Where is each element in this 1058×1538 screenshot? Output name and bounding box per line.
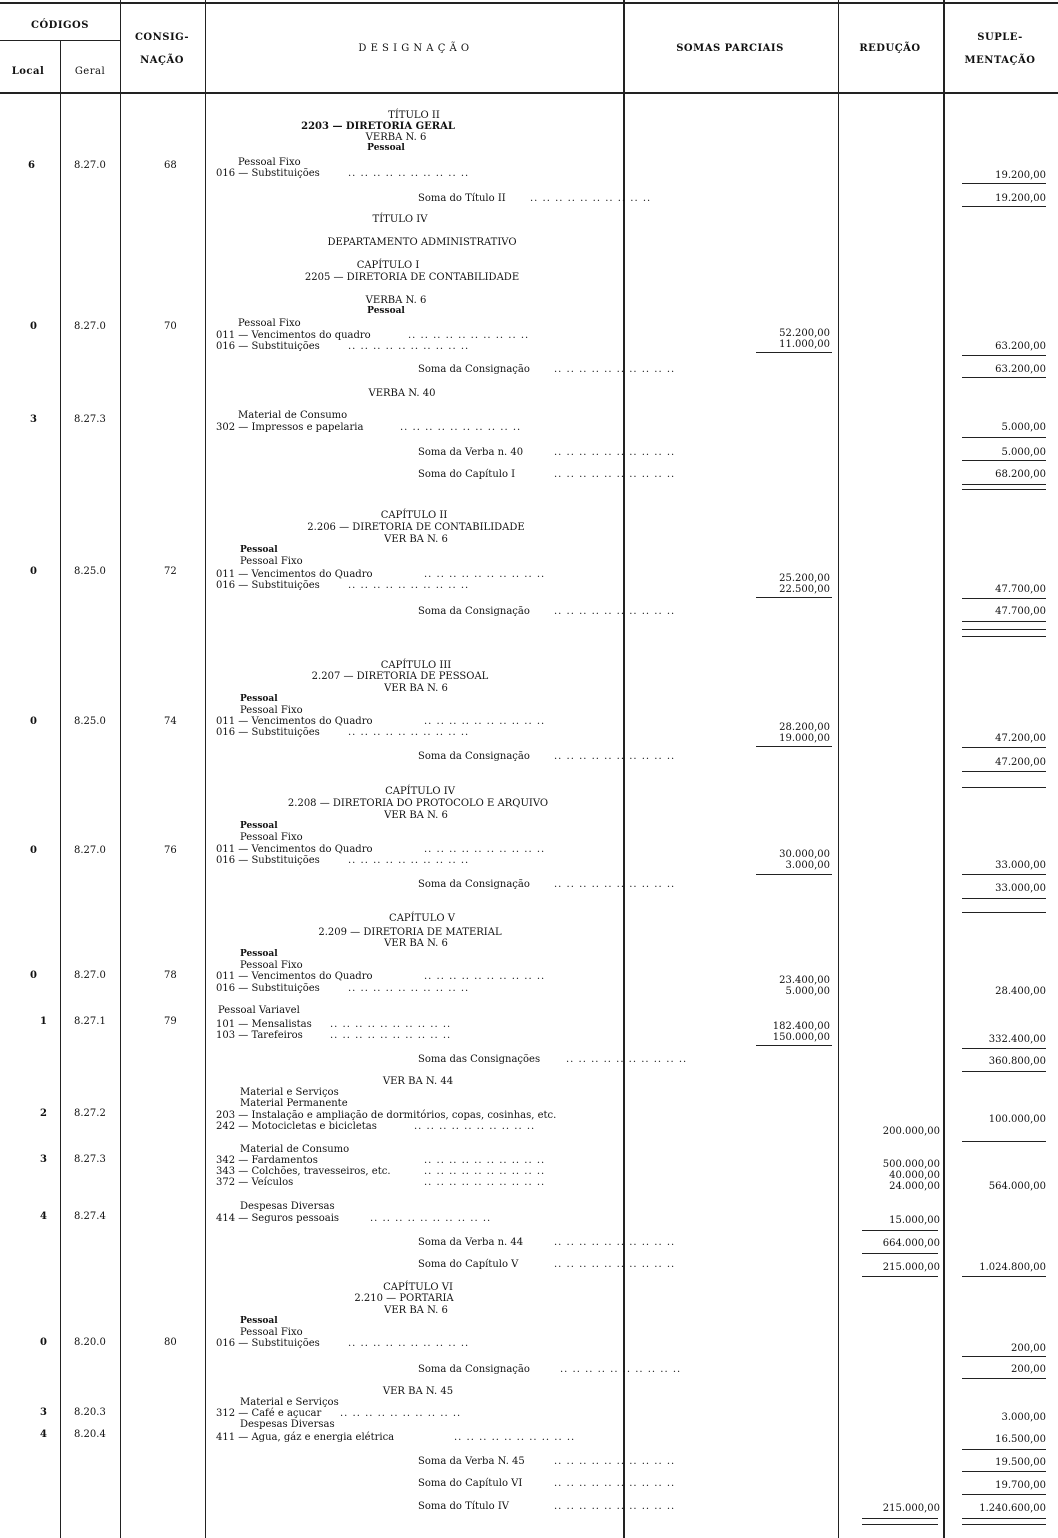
consig-code: 76 (164, 845, 177, 856)
sum-rule (962, 1449, 1046, 1450)
dot-leader: .. .. .. .. .. .. .. .. .. .. (330, 1019, 452, 1030)
item-label: 414 — Seguros pessoais (216, 1213, 340, 1224)
local-code: 3 (30, 414, 37, 425)
capitulo-iii: CAPÍTULO III (380, 660, 452, 671)
dot-leader: .. .. .. .. .. .. .. .. .. .. (424, 971, 546, 982)
geral-code: 8.27.2 (74, 1108, 106, 1119)
group-label: Material de Consumo (240, 1144, 350, 1155)
suple-value: 33.000,00 (995, 860, 1046, 871)
soma-value: 47.200,00 (995, 757, 1046, 768)
item-label: 312 — Café e açucar (216, 1408, 322, 1419)
item-label: 103 — Tarefeiros (216, 1030, 303, 1041)
sum-rule (962, 1356, 1046, 1357)
pessoal-a: Pessoal (367, 143, 405, 153)
suple-value: 5.000,00 (1001, 422, 1046, 433)
local-code: 0 (30, 970, 37, 981)
dot-leader: .. .. .. .. .. .. .. .. .. .. (408, 330, 530, 341)
dot-leader: .. .. .. .. .. .. .. .. .. .. (560, 1364, 682, 1375)
item-label: 011 — Vencimentos do Quadro (216, 971, 373, 982)
dot-leader: .. .. .. .. .. .. .. .. .. .. (454, 1432, 576, 1443)
item-label: 016 — Substituições (216, 1338, 320, 1349)
sum-rule (962, 1071, 1046, 1072)
local-code: 4 (40, 1211, 47, 1222)
geral-code: 8.27.0 (74, 970, 106, 981)
item-label: 242 — Motocicletas e bicicletas (216, 1121, 377, 1132)
dot-leader: .. .. .. .. .. .. .. .. .. .. (554, 606, 676, 617)
suple-value: 200,00 (1011, 1343, 1046, 1354)
sum-rule (962, 1141, 1046, 1142)
col-divider-consig (205, 0, 206, 1538)
local-code: 4 (40, 1429, 47, 1440)
sum-rule (962, 1048, 1046, 1049)
capitulo-iv: CAPÍTULO IV (385, 786, 455, 797)
local-code: 3 (40, 1407, 47, 1418)
soma-label: Soma do Capítulo VI (418, 1478, 523, 1489)
group-label: Pessoal Fixo (240, 832, 303, 843)
consig-code: 72 (164, 566, 177, 577)
soma-value: 19.500,00 (995, 1457, 1046, 1468)
dot-leader: .. .. .. .. .. .. .. .. .. .. (348, 727, 470, 738)
diretoria-portaria: 2.210 — PORTARIA (354, 1293, 454, 1304)
verba-6-b: VERBA N. 6 (365, 295, 427, 306)
partial-value: 22.500,00 (779, 584, 830, 595)
item-label: 011 — Vencimentos do Quadro (216, 844, 373, 855)
sum-rule (962, 460, 1046, 461)
sum-rule (962, 437, 1046, 438)
verba-6-c: VER BA N. 6 (384, 534, 448, 545)
dot-leader: .. .. .. .. .. .. .. .. .. .. (424, 844, 546, 855)
pessoal-d: Pessoal (240, 694, 278, 704)
group-label: Despesas Diversas (240, 1201, 335, 1212)
partial-value: 30.000,00 (779, 849, 830, 860)
soma-label: Soma da Consignação (418, 879, 530, 890)
reducao-value: 40.000,00 (889, 1170, 940, 1181)
partial-value: 11.000,00 (779, 339, 830, 350)
soma-label: Soma da Consignação (418, 364, 530, 375)
consig-code: 78 (164, 970, 177, 981)
item-label: 016 — Substituições (216, 727, 320, 738)
geral-code: 8.25.0 (74, 566, 106, 577)
reducao-value: 200.000,00 (882, 1126, 940, 1137)
col-divider-reducao (943, 0, 945, 1538)
reducao-value: 500.000,00 (882, 1159, 940, 1170)
sum-rule (962, 747, 1046, 748)
geral-code: 8.27.0 (74, 845, 106, 856)
diretoria-contabilidade-2: 2.206 — DIRETORIA DE CONTABILIDADE (307, 522, 525, 533)
pessoal-g: Pessoal (240, 1316, 278, 1326)
group-label: Material e Serviços (240, 1397, 339, 1408)
dot-leader: .. .. .. .. .. .. .. .. .. .. (424, 716, 546, 727)
group-label: Material Permanente (240, 1098, 348, 1109)
pessoal-e: Pessoal (240, 821, 278, 831)
dot-leader: .. .. .. .. .. .. .. .. .. .. (340, 1408, 462, 1419)
geral-code: 8.27.1 (74, 1016, 106, 1027)
soma-label: Soma das Consignações (418, 1054, 541, 1065)
geral-code: 8.27.4 (74, 1211, 106, 1222)
local-code: 0 (40, 1337, 47, 1348)
soma-label: Soma do Título IV (418, 1501, 509, 1512)
dot-leader: .. .. .. .. .. .. .. .. .. .. (414, 1121, 536, 1132)
soma-value: 360.800,00 (988, 1056, 1046, 1067)
geral-code: 8.27.3 (74, 414, 106, 425)
pessoal-f: Pessoal (240, 949, 278, 959)
diretoria-pessoal: 2.207 — DIRETORIA DE PESSOAL (311, 671, 489, 682)
partial-rule (756, 874, 832, 875)
dot-leader: .. .. .. .. .. .. .. .. .. .. (348, 983, 470, 994)
reducao-value: 664.000,00 (882, 1238, 940, 1249)
reducao-rule (862, 1518, 938, 1519)
soma-value: 200,00 (1011, 1364, 1046, 1375)
geral-code: 8.27.0 (74, 160, 106, 171)
item-label: 101 — Mensalistas (216, 1019, 312, 1030)
header-geral: Geral (74, 66, 106, 77)
local-code: 6 (28, 160, 35, 171)
geral-code: 8.20.3 (74, 1407, 106, 1418)
sum-rule (962, 1378, 1046, 1379)
consig-code: 70 (164, 321, 177, 332)
dot-leader: .. .. .. .. .. .. .. .. .. .. (554, 469, 676, 480)
item-label: 016 — Substituições (216, 168, 320, 179)
soma-titulo-ii-label: Soma do Título II (418, 193, 506, 204)
item-label: 016 — Substituições (216, 341, 320, 352)
geral-code: 8.27.3 (74, 1154, 106, 1165)
suple-value: 332.400,00 (988, 1034, 1046, 1045)
titulo-ii: TÍTULO II (388, 110, 440, 121)
dot-leader: .. .. .. .. .. .. .. .. .. .. (348, 168, 470, 179)
dot-leader: .. .. .. .. .. .. .. .. .. .. (400, 422, 522, 433)
local-code: 0 (30, 716, 37, 727)
soma-label: Soma da Consignação (418, 1364, 530, 1375)
group-label: Pessoal Fixo (240, 1327, 303, 1338)
item-label: 203 — Instalação e ampliação de dormitórios, copas, cosinhas, etc. (216, 1110, 557, 1121)
partial-value: 3.000,00 (785, 860, 830, 871)
dot-leader: .. .. .. .. .. .. .. .. .. .. (566, 1054, 688, 1065)
soma-label: Soma da Consignação (418, 751, 530, 762)
soma-value: 33.000,00 (995, 883, 1046, 894)
header-suple: SUPLE- (977, 32, 1023, 43)
sum-rule (962, 1494, 1046, 1495)
partial-rule (756, 352, 832, 353)
header-consig: CONSIG- (134, 32, 190, 43)
soma-value: 1.024.800,00 (979, 1262, 1046, 1273)
sum-rule (962, 636, 1046, 637)
header-somas-parciais: SOMAS PARCIAIS (676, 43, 784, 54)
dot-leader: .. .. .. .. .. .. .. .. .. .. (424, 1177, 546, 1188)
soma-label: Soma da Consignação (418, 606, 530, 617)
header-bottom-rule (0, 92, 1058, 94)
consig-code: 79 (164, 1016, 177, 1027)
partial-value: 150.000,00 (772, 1032, 830, 1043)
dot-leader: .. .. .. .. .. .. .. .. .. .. (554, 1456, 676, 1467)
verba-45: VER BA N. 45 (382, 1386, 454, 1397)
sum-rule (962, 484, 1046, 485)
item-label: 343 — Colchões, travesseiros, etc. (216, 1166, 391, 1177)
suple-value: 47.700,00 (995, 584, 1046, 595)
dot-leader: .. .. .. .. .. .. .. .. .. .. (554, 1478, 676, 1489)
soma-label: Soma da Verba N. 45 (418, 1456, 525, 1467)
soma-value: 19.700,00 (995, 1480, 1046, 1491)
group-label: Pessoal Fixo (240, 556, 303, 567)
item-label: 302 — Impressos e papelaria (216, 422, 364, 433)
reducao-value: 215.000,00 (882, 1503, 940, 1514)
dot-leader: .. .. .. .. .. .. .. .. .. .. (530, 193, 652, 204)
diretoria-geral: 2203 — DIRETORIA GERAL (301, 121, 455, 132)
col-divider-local (60, 40, 61, 1538)
item-label: 342 — Fardamentos (216, 1155, 318, 1166)
partial-rule (756, 746, 832, 747)
suple-value: 63.200,00 (995, 341, 1046, 352)
sum-rule (962, 183, 1046, 184)
dot-leader: .. .. .. .. .. .. .. .. .. .. (424, 569, 546, 580)
diretoria-contabilidade: 2205 — DIRETORIA DE CONTABILIDADE (304, 272, 520, 283)
geral-code: 8.20.0 (74, 1337, 106, 1348)
suple-value: 19.200,00 (995, 170, 1046, 181)
verba-6-d: VER BA N. 6 (384, 683, 448, 694)
group-label: Despesas Diversas (240, 1419, 335, 1430)
reducao-rule (862, 1253, 938, 1254)
soma-label: Soma do Capítulo I (418, 469, 516, 480)
soma-label: Soma da Verba n. 44 (418, 1237, 524, 1248)
col-divider-designacao (623, 0, 625, 1538)
reducao-value: 215.000,00 (882, 1262, 940, 1273)
reducao-value: 15.000,00 (889, 1215, 940, 1226)
local-code: 0 (30, 321, 37, 332)
soma-value: 1.240.600,00 (979, 1503, 1046, 1514)
pessoal-b: Pessoal (367, 306, 405, 316)
sum-rule (962, 1518, 1046, 1519)
group-label: Pessoal Fixo (240, 960, 303, 971)
verba-6-g: VER BA N. 6 (384, 1305, 448, 1316)
dot-leader: .. .. .. .. .. .. .. .. .. .. (348, 855, 470, 866)
header-reducao: REDUÇÃO (859, 43, 921, 54)
local-code: 0 (30, 845, 37, 856)
partial-value: 23.400,00 (779, 975, 830, 986)
item-label: 016 — Substituições (216, 983, 320, 994)
capitulo-i: CAPÍTULO I (356, 260, 420, 271)
soma-label: Soma do Capítulo V (418, 1259, 519, 1270)
sum-rule (962, 489, 1046, 490)
group-label: Pessoal Fixo (240, 705, 303, 716)
reducao-rule (862, 1524, 938, 1525)
suple-value: 28.400,00 (995, 986, 1046, 997)
dot-leader: .. .. .. .. .. .. .. .. .. .. (554, 447, 676, 458)
dot-leader: .. .. .. .. .. .. .. .. .. .. (348, 580, 470, 591)
consig-code: 74 (164, 716, 177, 727)
dot-leader: .. .. .. .. .. .. .. .. .. .. (554, 751, 676, 762)
geral-code: 8.25.0 (74, 716, 106, 727)
sum-rule (962, 912, 1046, 913)
item-label: 411 — Agua, gáz e energia elétrica (216, 1432, 395, 1443)
partial-value: 52.200,00 (779, 328, 830, 339)
diretoria-protocolo: 2.208 — DIRETORIA DO PROTOCOLO E ARQUIVO (287, 798, 549, 809)
suple-value: 16.500,00 (995, 1434, 1046, 1445)
item-label: 011 — Vencimentos do Quadro (216, 569, 373, 580)
group-label: Pessoal Fixo (238, 157, 301, 168)
dot-leader: .. .. .. .. .. .. .. .. .. .. (424, 1166, 546, 1177)
verba-40: VERBA N. 40 (368, 388, 436, 399)
sum-rule (962, 874, 1046, 875)
partial-value: 19.000,00 (779, 733, 830, 744)
partial-rule (756, 1045, 832, 1046)
verba-6-e: VER BA N. 6 (384, 810, 448, 821)
capitulo-v: CAPÍTULO V (389, 913, 455, 924)
sum-rule (962, 621, 1046, 622)
group-label: Material e Serviços (240, 1087, 339, 1098)
top-rule (0, 2, 1058, 4)
header-nacao: NAÇÃO (140, 55, 184, 66)
sum-rule (962, 598, 1046, 599)
soma-titulo-ii-value: 19.200,00 (995, 193, 1046, 204)
geral-code: 8.20.4 (74, 1429, 106, 1440)
soma-value: 63.200,00 (995, 364, 1046, 375)
pessoal-c: Pessoal (240, 545, 278, 555)
dot-leader: .. .. .. .. .. .. .. .. .. .. (348, 341, 470, 352)
sum-rule (962, 629, 1046, 630)
item-label: 011 — Vencimentos do quadro (216, 330, 371, 341)
reducao-value: 24.000,00 (889, 1181, 940, 1192)
dot-leader: .. .. .. .. .. .. .. .. .. .. (554, 1501, 676, 1512)
partial-rule (756, 597, 832, 598)
dot-leader: .. .. .. .. .. .. .. .. .. .. (424, 1155, 546, 1166)
soma-value: 68.200,00 (995, 469, 1046, 480)
header-local: Local (11, 66, 45, 77)
sum-rule (962, 1471, 1046, 1472)
reducao-rule (862, 1276, 938, 1277)
item-label: 372 — Veículos (216, 1177, 294, 1188)
header-designacao: D E S I G N A Ç Ã O (358, 43, 470, 54)
header-mentacao: MENTAÇÃO (964, 55, 1036, 66)
local-code: 2 (40, 1108, 47, 1119)
group-label: Pessoal Variavel (218, 1005, 300, 1016)
suple-value: 47.200,00 (995, 733, 1046, 744)
sum-rule (962, 355, 1046, 356)
col-divider-somas (838, 0, 839, 1538)
sum-rule (962, 898, 1046, 899)
consig-code: 68 (164, 160, 177, 171)
sum-rule (962, 206, 1046, 207)
sum-rule (962, 1276, 1046, 1277)
group-label: Pessoal Fixo (238, 318, 301, 329)
soma-value: 47.700,00 (995, 606, 1046, 617)
dot-leader: .. .. .. .. .. .. .. .. .. .. (554, 364, 676, 375)
suple-value: 100.000,00 (988, 1114, 1046, 1125)
geral-code: 8.27.0 (74, 321, 106, 332)
sum-rule (962, 1524, 1046, 1525)
reducao-rule (862, 1230, 938, 1231)
soma-label: Soma da Verba n. 40 (418, 447, 524, 458)
item-label: 016 — Substituições (216, 855, 320, 866)
dot-leader: .. .. .. .. .. .. .. .. .. .. (370, 1213, 492, 1224)
capitulo-ii: CAPÍTULO II (380, 510, 448, 521)
partial-value: 28.200,00 (779, 722, 830, 733)
local-code: 1 (40, 1016, 47, 1027)
verba-6-f: VER BA N. 6 (384, 938, 448, 949)
header-codigos: CÓDIGOS (31, 20, 89, 31)
group-label: Material de Consumo (238, 410, 348, 421)
dot-leader: .. .. .. .. .. .. .. .. .. .. (330, 1030, 452, 1041)
suple-value: 3.000,00 (1001, 1412, 1046, 1423)
partial-value: 25.200,00 (779, 573, 830, 584)
dot-leader: .. .. .. .. .. .. .. .. .. .. (554, 1259, 676, 1270)
consig-code: 80 (164, 1337, 177, 1348)
capitulo-vi: CAPÍTULO VI (383, 1282, 453, 1293)
dot-leader: .. .. .. .. .. .. .. .. .. .. (554, 1237, 676, 1248)
local-code: 0 (30, 566, 37, 577)
suple-value: 564.000,00 (988, 1181, 1046, 1192)
sum-rule (962, 377, 1046, 378)
col-divider-geral (120, 0, 121, 1538)
soma-value: 5.000,00 (1001, 447, 1046, 458)
sum-rule (962, 787, 1046, 788)
departamento: DEPARTAMENTO ADMINISTRATIVO (327, 237, 517, 248)
verba-6-a: VERBA N. 6 (365, 132, 427, 143)
partial-value: 182.400,00 (772, 1021, 830, 1032)
local-code: 3 (40, 1154, 47, 1165)
verba-44: VER BA N. 44 (382, 1076, 454, 1087)
dot-leader: .. .. .. .. .. .. .. .. .. .. (554, 879, 676, 890)
item-label: 016 — Substituições (216, 580, 320, 591)
item-label: 011 — Vencimentos do Quadro (216, 716, 373, 727)
sum-rule (962, 771, 1046, 772)
titulo-iv: TÍTULO IV (372, 214, 428, 225)
partial-value: 5.000,00 (785, 986, 830, 997)
dot-leader: .. .. .. .. .. .. .. .. .. .. (348, 1338, 470, 1349)
diretoria-material: 2.209 — DIRETORIA DE MATERIAL (318, 927, 502, 938)
